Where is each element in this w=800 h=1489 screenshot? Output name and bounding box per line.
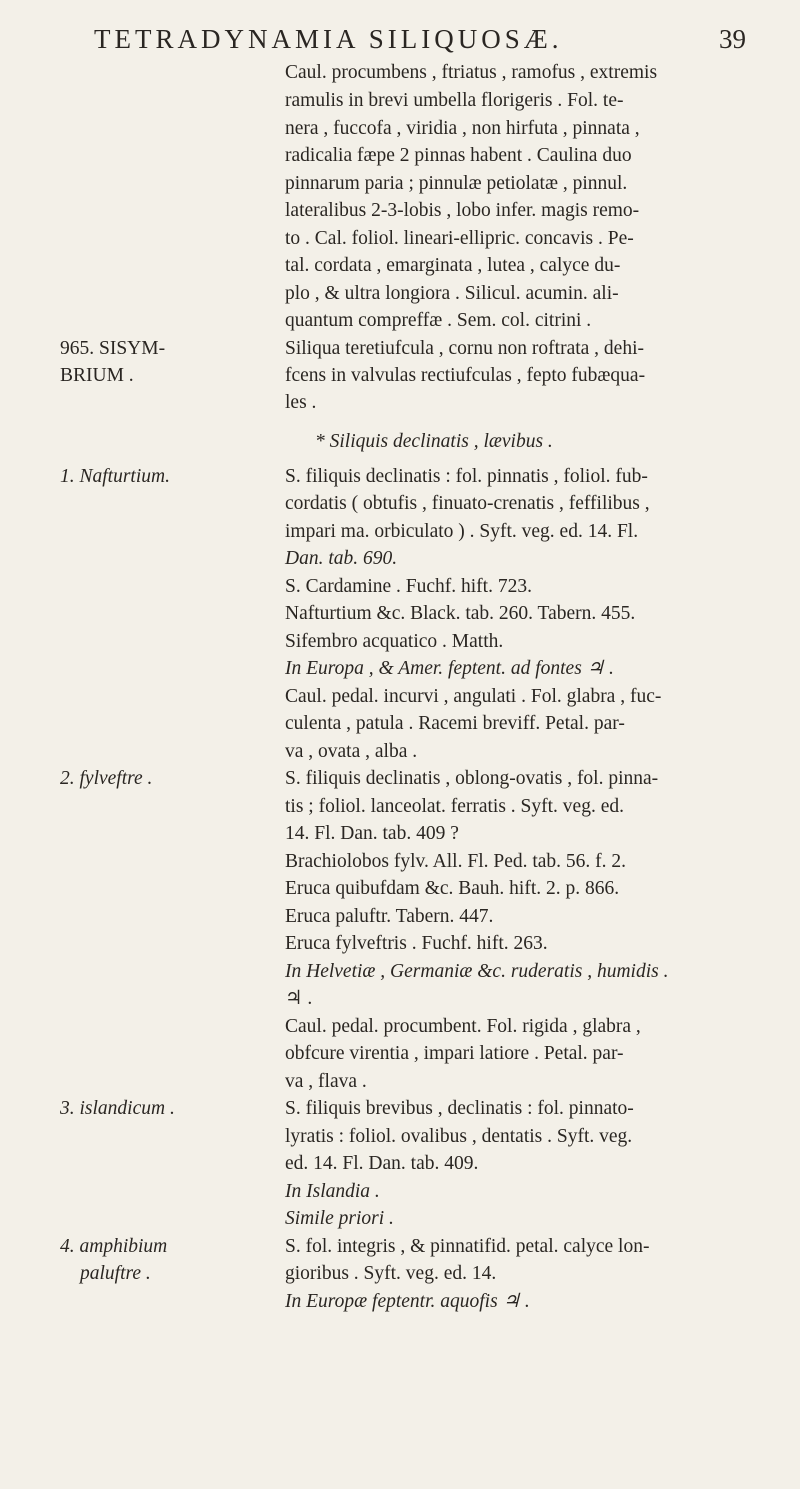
page-number: 39 (719, 24, 746, 54)
species-label: 2. fylveftre . (60, 768, 153, 789)
text-line: tis ; foliol. lanceolat. ferratis . Syft. veg. ed. (285, 796, 624, 817)
section-heading: * Siliquis declinatis , lævibus . (315, 431, 553, 452)
text-line: fcens in valvulas rectiufculas , fepto fubæqua- (285, 365, 646, 386)
text-line: ♃ . (285, 988, 313, 1009)
text-line: In Europa , & Amer. feptent. ad fontes ♃ . (285, 658, 614, 679)
species-label: 1. Nafturtium. (60, 466, 170, 487)
text-line: tal. cordata , emarginata , lutea , calyce du- (285, 255, 621, 276)
text-line: Siliqua teretiufcula , cornu non roftrata , dehi- (285, 338, 644, 359)
text-line: impari ma. orbiculato ) . Syft. veg. ed. 14. Fl. (285, 521, 639, 542)
species-label: paluftre . (80, 1263, 151, 1284)
text-line: gioribus . Syft. veg. ed. 14. (285, 1263, 497, 1284)
text-line: Nafturtium &c. Black. tab. 260. Tabern. 455. (285, 603, 636, 624)
text-line: Brachiolobos fylv. All. Fl. Ped. tab. 56. f. 2. (285, 851, 627, 872)
text-line: S. filiquis brevibus , declinatis : fol. pinnato- (285, 1098, 634, 1119)
genus-number: 965. SISYM- (60, 338, 166, 359)
text-line: 14. Fl. Dan. tab. 409 ? (285, 823, 459, 844)
text-line: va , ovata , alba . (285, 741, 418, 762)
text-line: Eruca paluftr. Tabern. 447. (285, 906, 494, 927)
text-line: les . (285, 392, 317, 413)
species-label: 3. islandicum . (60, 1098, 175, 1119)
text-line: lateralibus 2-3-lobis , lobo infer. magis remo- (285, 200, 640, 221)
text-line: Caul. pedal. procumbent. Fol. rigida , glabra , (285, 1016, 641, 1037)
text-line: Sifembro acquatico . Matth. (285, 631, 504, 652)
genus-name: BRIUM . (60, 365, 134, 386)
text-line: Dan. tab. 690. (285, 548, 398, 569)
text-line: nera , fuccofa , viridia , non hirfuta , pinnata , (285, 118, 640, 139)
text-line: S. fol. integris , & pinnatifid. petal. calyce lon- (285, 1236, 650, 1257)
text-line: ramulis in brevi umbella florigeris . Fol. te- (285, 90, 624, 111)
text-line: S. filiquis declinatis : fol. pinnatis , foliol. fub- (285, 466, 648, 487)
text-line: quantum compreffæ . Sem. col. citrini . (285, 310, 592, 331)
text-line: radicalia fæpe 2 pinnas habent . Caulina duo (285, 145, 632, 166)
text-line: In Islandia . (285, 1181, 380, 1202)
text-line: plo , & ultra longiora . Silicul. acumin. ali- (285, 283, 619, 304)
text-line: to . Cal. foliol. lineari-ellipric. concavis . Pe- (285, 228, 634, 249)
text-line: obfcure virentia , impari latiore . Petal. par- (285, 1043, 624, 1064)
text-line: lyratis : foliol. ovalibus , dentatis . Syft. veg. (285, 1126, 633, 1147)
running-header (94, 14, 746, 58)
header-title: TETRADYNAMIA SILIQUOSÆ. (94, 24, 563, 54)
text-line: Eruca quibufdam &c. Bauh. hift. 2. p. 866. (285, 878, 620, 899)
text-line: Eruca fylveftris . Fuchf. hift. 263. (285, 933, 548, 954)
text-line: culenta , patula . Racemi breviff. Petal. par- (285, 713, 625, 734)
text-line: cordatis ( obtufis , finuato-crenatis , feffilibus , (285, 493, 650, 514)
text-line: S. Cardamine . Fuchf. hift. 723. (285, 576, 532, 597)
text-line: Simile priori . (285, 1208, 394, 1229)
text-line: Caul. procumbens , ftriatus , ramofus , extremis (285, 62, 658, 83)
text-line: S. filiquis declinatis , oblong-ovatis , fol. pinna- (285, 768, 659, 789)
text-line: In Europæ feptentr. aquofis ♃ . (285, 1291, 530, 1312)
text-line: pinnarum paria ; pinnulæ petiolatæ , pinnul. (285, 173, 628, 194)
text-line: va , flava . (285, 1071, 367, 1092)
species-label: 4. amphibium (60, 1236, 168, 1257)
text-line: Caul. pedal. incurvi , angulati . Fol. glabra , fuc- (285, 686, 662, 707)
text-line: ed. 14. Fl. Dan. tab. 409. (285, 1153, 479, 1174)
text-line: In Helvetiæ , Germaniæ &c. ruderatis , humidis . (285, 961, 669, 982)
